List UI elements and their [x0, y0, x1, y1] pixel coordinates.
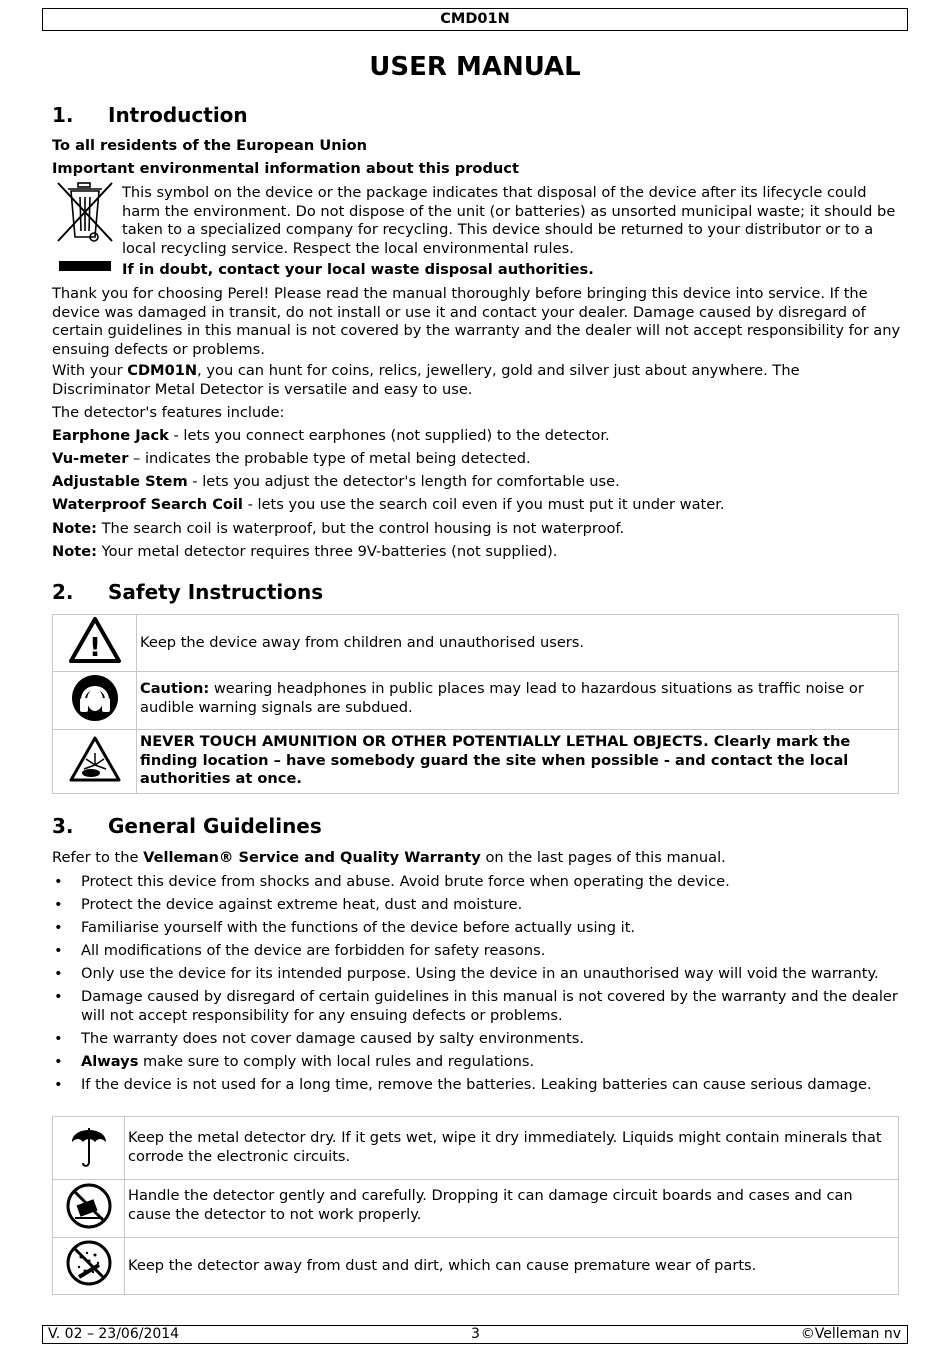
feature-item: Waterproof Search Coil - lets you use the search coil even if you must put it under water.	[52, 496, 725, 513]
footer-version: V. 02 – 23/06/2014	[48, 1326, 180, 1342]
list-item: • Familiarise yourself with the functions of the device before actually using it.	[52, 919, 902, 938]
handling-row-text: Keep the metal detector dry. If it gets wet, wipe it dry immediately. Liquids might contain minerals that corrode the electronic circuits.	[125, 1117, 899, 1180]
footer-copyright: ©Velleman nv	[800, 1326, 901, 1342]
list-item: • Only use the device for its intended purpose. Using the device in an unauthorised way will void the warranty.	[52, 965, 902, 984]
feature-item: Earphone Jack - lets you connect earphones (not supplied) to the detector.	[52, 427, 610, 444]
header-model: CMD01N	[440, 11, 510, 27]
guidelines-list	[52, 873, 902, 1099]
note-item: Note: Your metal detector requires three 9V-batteries (not supplied).	[52, 543, 558, 560]
list-item: • Protect the device against extreme heat, dust and moisture.	[52, 896, 902, 915]
feature-item: Vu-meter – indicates the probable type of metal being detected.	[52, 450, 531, 467]
safety-table	[52, 614, 899, 794]
no-dropping-icon	[53, 1180, 125, 1238]
handling-row	[53, 1117, 899, 1180]
list-item: • The warranty does not cover damage caused by salty environments.	[52, 1030, 902, 1049]
list-item: • If the device is not used for a long time, remove the batteries. Leaking batteries can cause serious damage.	[52, 1076, 902, 1095]
no-dust-icon	[53, 1238, 125, 1295]
handling-row	[53, 1238, 899, 1295]
handling-row-text: Keep the detector away from dust and dirt, which can cause premature wear of parts.	[125, 1238, 899, 1295]
page-header	[42, 8, 908, 31]
footer-page-number: 3	[471, 1326, 480, 1342]
explosive-hazard-icon	[53, 730, 137, 794]
model-name: CDM01N	[127, 362, 198, 379]
env-symbol-text: This symbol on the device or the package indicates that disposal of the device after its lifecycle could harm the environment. Do not dispose of the unit (or batteries) as unsorted municipal waste; it should be taken to a specialized company for recycling. This device should be returned to your distributor or to a local recycling service. Respect the local environmental rules.	[122, 184, 896, 257]
umbrella-icon	[53, 1117, 125, 1180]
svg-text:!: !	[88, 633, 101, 664]
list-item: • Protect this device from shocks and abuse. Avoid brute force when operating the device.	[52, 873, 902, 892]
features-intro: The detector's features include:	[52, 404, 285, 421]
list-item: • Always make sure to comply with local rules and regulations.	[52, 1053, 902, 1072]
safety-row-text: NEVER TOUCH AMUNITION OR OTHER POTENTIALLY LETHAL OBJECTS. Clearly mark the finding location – have somebody guard the site when possible - and contact the local authorities at once.	[137, 730, 899, 794]
warranty-reference: Refer to the Velleman® Service and Quality Warranty on the last pages of this manual.	[52, 849, 726, 866]
with-model-paragraph: With your CDM01N, you can hunt for coins, relics, jewellery, gold and silver just about anywhere. The Discriminator Metal Detector is versatile and easy to use.	[52, 362, 800, 398]
feature-item: Adjustable Stem - lets you adjust the detector's length for comfortable use.	[52, 473, 620, 490]
eu-residents-line: To all residents of the European Union	[52, 137, 368, 154]
section-heading-safety: 2. Safety Instructions	[52, 580, 324, 604]
handling-row-text: Handle the detector gently and carefully. Dropping it can damage circuit boards and cases and can cause the detector to not work properly.	[125, 1180, 899, 1238]
note-item: Note: The search coil is waterproof, but the control housing is not waterproof.	[52, 520, 625, 537]
safety-row-text: Caution: wearing headphones in public places may lead to hazardous situations as traffic noise or audible warning signals are subdued.	[137, 672, 899, 730]
list-item: • All modifications of the device are forbidden for safety reasons.	[52, 942, 902, 961]
section-heading-introduction: 1. Introduction	[52, 103, 248, 127]
env-info-heading: Important environmental information about this product	[52, 160, 519, 177]
thanks-paragraph: Thank you for choosing Perel! Please read the manual thoroughly before bringing this device into service. If the device was damaged in transit, do not install or use it and contact your dealer. Damage caused by disregard of certain guidelines in this manual is not covered by the warranty and the dealer will not accept responsibility for any ensuing defects or problems.	[52, 285, 901, 358]
crossed-out-bin-icon	[54, 179, 116, 275]
page-footer	[42, 1325, 908, 1344]
safety-row-text: Keep the device away from children and unauthorised users.	[137, 615, 899, 672]
headphones-icon	[53, 672, 137, 730]
safety-row	[53, 672, 899, 730]
safety-row	[53, 730, 899, 794]
env-bold-note: If in doubt, contact your local waste disposal authorities.	[122, 261, 594, 278]
list-item: • Damage caused by disregard of certain guidelines in this manual is not covered by the warranty and the dealer will not accept responsibility for any ensuing defects or problems.	[52, 988, 902, 1025]
page-title: USER MANUAL	[369, 52, 581, 82]
safety-row	[53, 615, 899, 672]
handling-row	[53, 1180, 899, 1238]
warning-triangle-icon	[53, 615, 137, 672]
handling-table	[52, 1116, 899, 1295]
section-heading-guidelines: 3. General Guidelines	[52, 814, 322, 838]
